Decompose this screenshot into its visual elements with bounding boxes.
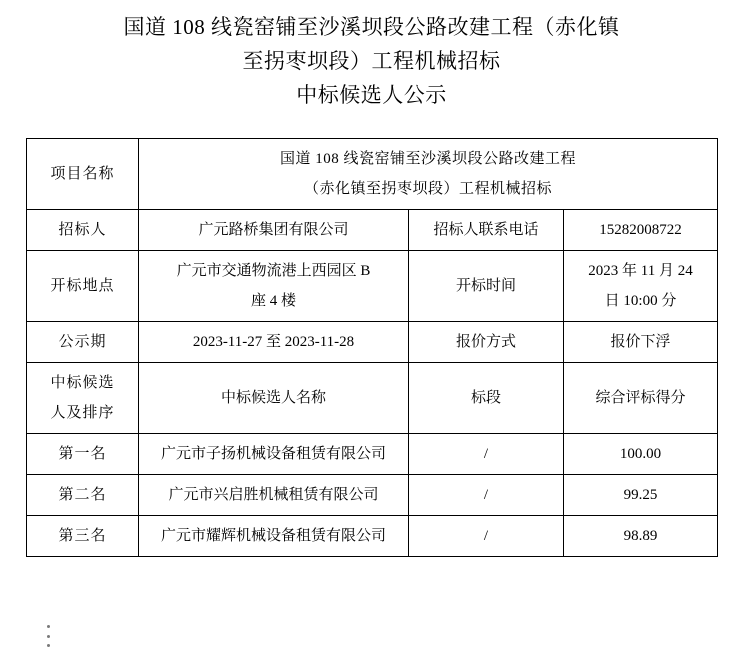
- bidder-phone-value: 15282008722: [564, 210, 718, 251]
- rank-label: 第三名: [27, 516, 139, 557]
- score-value: 98.89: [564, 516, 718, 557]
- open-place-line-2: 座 4 楼: [250, 293, 296, 309]
- candidate-name-header: 中标候选人名称: [139, 363, 409, 434]
- project-name-line-1: 国道 108 线瓷窑铺至沙溪坝段公路改建工程: [280, 151, 577, 167]
- page-title-line-2: 至拐枣坝段）工程机械招标: [242, 49, 501, 73]
- public-period-label: 公示期: [27, 322, 139, 363]
- score-value: 99.25: [564, 475, 718, 516]
- open-place-value: [139, 251, 409, 322]
- page-title-line-3: 中标候选人公示: [296, 83, 447, 107]
- project-name-line-2: （赤化镇至拐枣坝段）工程机械招标: [304, 181, 553, 197]
- section-header: 标段: [409, 363, 564, 434]
- table-row: [27, 475, 718, 516]
- open-time-line-2: 日 10:00 分: [604, 293, 677, 309]
- table-row-candidate-header: [27, 363, 718, 434]
- candidate-name: 广元市耀辉机械设备租赁有限公司: [139, 516, 409, 557]
- quote-method-label: 报价方式: [409, 322, 564, 363]
- announcement-table: [26, 138, 718, 557]
- page-title-line-1: 国道 108 线瓷窑铺至沙溪坝段公路改建工程（赤化镇: [123, 15, 620, 39]
- page-title: [0, 0, 743, 112]
- candidate-label-line-1: 中标候选: [50, 375, 115, 391]
- table-row-project-name: [27, 139, 718, 210]
- drag-handle-dots-icon[interactable]: [46, 625, 50, 647]
- bidder-value: 广元路桥集团有限公司: [139, 210, 409, 251]
- bidder-phone-label: 招标人联系电话: [409, 210, 564, 251]
- announcement-table-wrapper: [26, 138, 717, 557]
- table-row-public-period: [27, 322, 718, 363]
- table-row-bidder: [27, 210, 718, 251]
- score-value: 100.00: [564, 434, 718, 475]
- open-place-label: 开标地点: [27, 251, 139, 322]
- bidder-label: 招标人: [27, 210, 139, 251]
- section-value: /: [409, 475, 564, 516]
- rank-label: 第二名: [27, 475, 139, 516]
- table-row-open-place: [27, 251, 718, 322]
- open-time-label: 开标时间: [409, 251, 564, 322]
- candidate-name: 广元市兴启胜机械租赁有限公司: [139, 475, 409, 516]
- public-period-value: 2023-11-27 至 2023-11-28: [139, 322, 409, 363]
- section-value: /: [409, 434, 564, 475]
- candidate-name: 广元市子扬机械设备租赁有限公司: [139, 434, 409, 475]
- score-header: 综合评标得分: [564, 363, 718, 434]
- candidate-label-line-2: 人及排序: [50, 405, 115, 421]
- table-row: [27, 516, 718, 557]
- rank-label: 第一名: [27, 434, 139, 475]
- table-row: [27, 434, 718, 475]
- project-name-value: [139, 139, 718, 210]
- project-name-label: 项目名称: [27, 139, 139, 210]
- open-time-value: [564, 251, 718, 322]
- quote-method-value: 报价下浮: [564, 322, 718, 363]
- section-value: /: [409, 516, 564, 557]
- open-time-line-1: 2023 年 11 月 24: [588, 263, 693, 279]
- open-place-line-1: 广元市交通物流港上西园区 B: [176, 263, 371, 279]
- candidate-label: [27, 363, 139, 434]
